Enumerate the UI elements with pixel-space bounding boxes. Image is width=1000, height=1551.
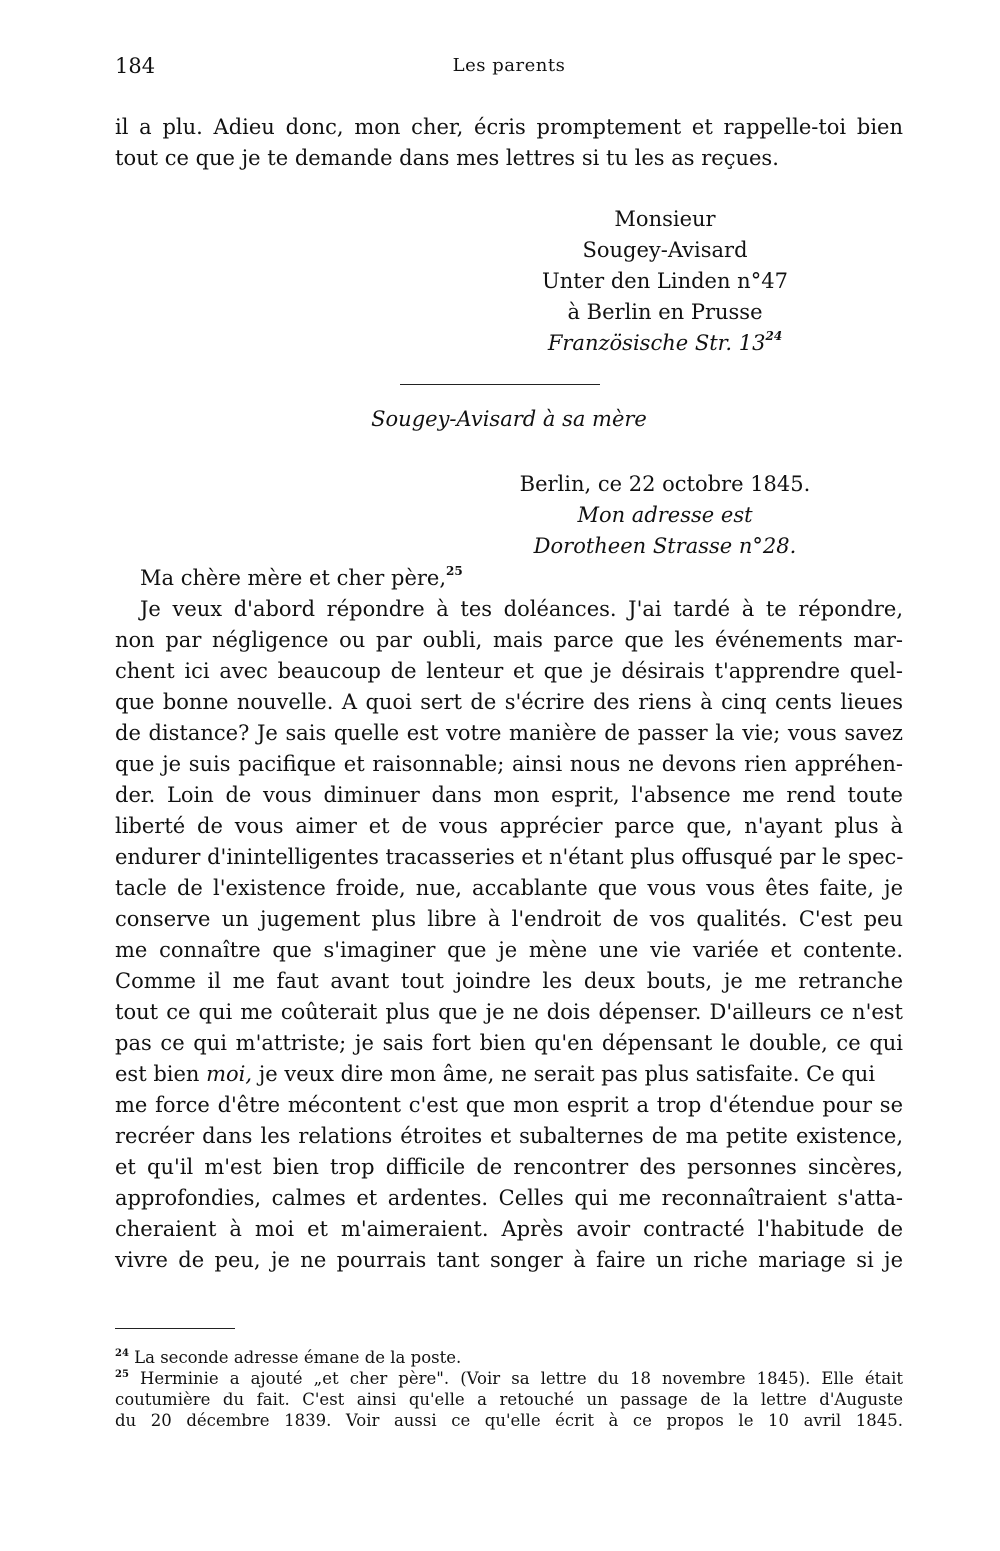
text-line: liberté de vous aimer et de vous apprécier parce que, n'ayant plus à xyxy=(115,814,903,838)
text-line: chent ici avec beaucoup de lenteur et que je désirais t'apprendre quel- xyxy=(115,659,903,683)
text-line: de distance? Je sais quelle est votre manière de passer la vie; vous savez xyxy=(115,721,903,745)
footnote-line: du 20 décembre 1839. Voir aussi ce qu'elle écrit à ce propos le 10 avril 1845. xyxy=(115,1411,903,1430)
text-line: pas ce qui m'attriste; je sais fort bien qu'en dépensant le double, ce qui xyxy=(115,1031,903,1055)
address-line: Monsieur xyxy=(614,207,716,231)
address-line: Unter den Linden n°47 xyxy=(542,269,788,293)
text-line: il a plu. Adieu donc, mon cher, écris promptement et rappelle-toi bien xyxy=(115,115,903,139)
text-line: que bonne nouvelle. A quoi sert de s'écrire des riens à cinq cents lieues xyxy=(115,690,903,714)
footnote-number: 25 xyxy=(115,1369,129,1380)
footnote-ref-24: 24 xyxy=(765,329,783,343)
text-line: der. Loin de vous diminuer dans mon esprit, l'absence me rend toute xyxy=(115,783,903,807)
opening-paragraph xyxy=(115,112,903,174)
letter-heading xyxy=(115,404,903,435)
text-line: tout ce que je te demande dans mes lettres si tu les as reçues. xyxy=(115,146,779,170)
footnotes xyxy=(115,1347,903,1431)
footnote-number: 24 xyxy=(115,1348,129,1359)
address-note-text: Französische Str. 13 xyxy=(547,331,766,355)
text-line: me force d'être mécontent c'est que mon esprit a trop d'étendue pour se xyxy=(115,1093,903,1117)
footnote-25: $^{25}$ Herminie a ajouté „et cher père". (Voir sa lettre du 18 novembre 1845). Elle était xyxy=(115,1369,903,1388)
section-divider xyxy=(400,384,600,385)
text-line: conserve un jugement plus libre à l'endroit de vos qualités. C'est peu xyxy=(115,907,903,931)
text-line: approfondies, calmes et ardentes. Celles qui me reconnaîtraient s'atta- xyxy=(115,1186,903,1210)
letter-date: Berlin, ce 22 octobre 1845. xyxy=(519,472,811,496)
text-line: endurer d'inintelligentes tracasseries et n'étant plus offusqué par le spec- xyxy=(115,845,904,869)
address-note-line xyxy=(530,328,800,359)
address-block xyxy=(530,204,800,359)
text-line: tout ce qui me coûterait plus que je ne dois dépenser. D'ailleurs ce n'est xyxy=(115,1000,903,1024)
footnote-divider xyxy=(115,1328,235,1329)
text-line: Comme il me faut avant tout joindre les deux bouts, je me retranche xyxy=(115,969,903,993)
letter-heading-text: Sougey-Avisard à sa mère xyxy=(371,407,647,431)
page-header xyxy=(115,54,903,88)
address-line: Sougey-Avisard xyxy=(582,238,748,262)
footnote-ref-25: 25 xyxy=(446,564,463,578)
text-line: non par négligence ou par oubli, mais parce que les événements mar- xyxy=(115,628,903,652)
salutation xyxy=(115,563,903,594)
text-line: Je veux d'abord répondre à tes doléances. J'ai tardé à te répondre, xyxy=(140,597,903,621)
letter-body xyxy=(115,563,903,1276)
salutation-text: Ma chère mère et cher père, xyxy=(140,566,447,590)
text-line: et qu'il m'est bien trop difficile de rencontrer des personnes sincères, xyxy=(115,1155,903,1179)
text-line: cheraient à moi et m'aimeraient. Après avoir contracté l'habitude de xyxy=(115,1217,903,1241)
footnote-24: $^{24}$ La seconde adresse émane de la poste. xyxy=(115,1348,462,1367)
text-line: vivre de peu, je ne pourrais tant songer à faire un riche mariage si je xyxy=(115,1248,903,1272)
text-line: tacle de l'existence froide, nue, accablante que vous vous êtes faite, je xyxy=(115,876,903,900)
address-label: Mon adresse est xyxy=(577,503,753,527)
address-line: à Berlin en Prusse xyxy=(567,300,763,324)
address-value: Dorotheen Strasse n°28. xyxy=(533,534,797,558)
running-title: Les parents xyxy=(452,55,566,76)
emphasis: moi, xyxy=(206,1062,253,1086)
text-line: que je suis pacifique et raisonnable; ainsi nous ne devons rien appréhen- xyxy=(115,752,903,776)
text-line: recréer dans les relations étroites et subalternes de ma petite existence, xyxy=(115,1124,903,1148)
text-line: me connaître que s'imaginer que je mène une vie variée et contente. xyxy=(115,938,903,962)
text-line: est bien moi, je veux dire mon âme, ne serait pas plus satisfaite. Ce qui xyxy=(115,1062,876,1086)
dateline-block xyxy=(505,469,825,562)
footnote-line: coutumière du fait. C'est ainsi qu'elle a retouché un passage de la lettre d'Auguste xyxy=(115,1390,903,1409)
page-number: 184 xyxy=(115,54,156,78)
